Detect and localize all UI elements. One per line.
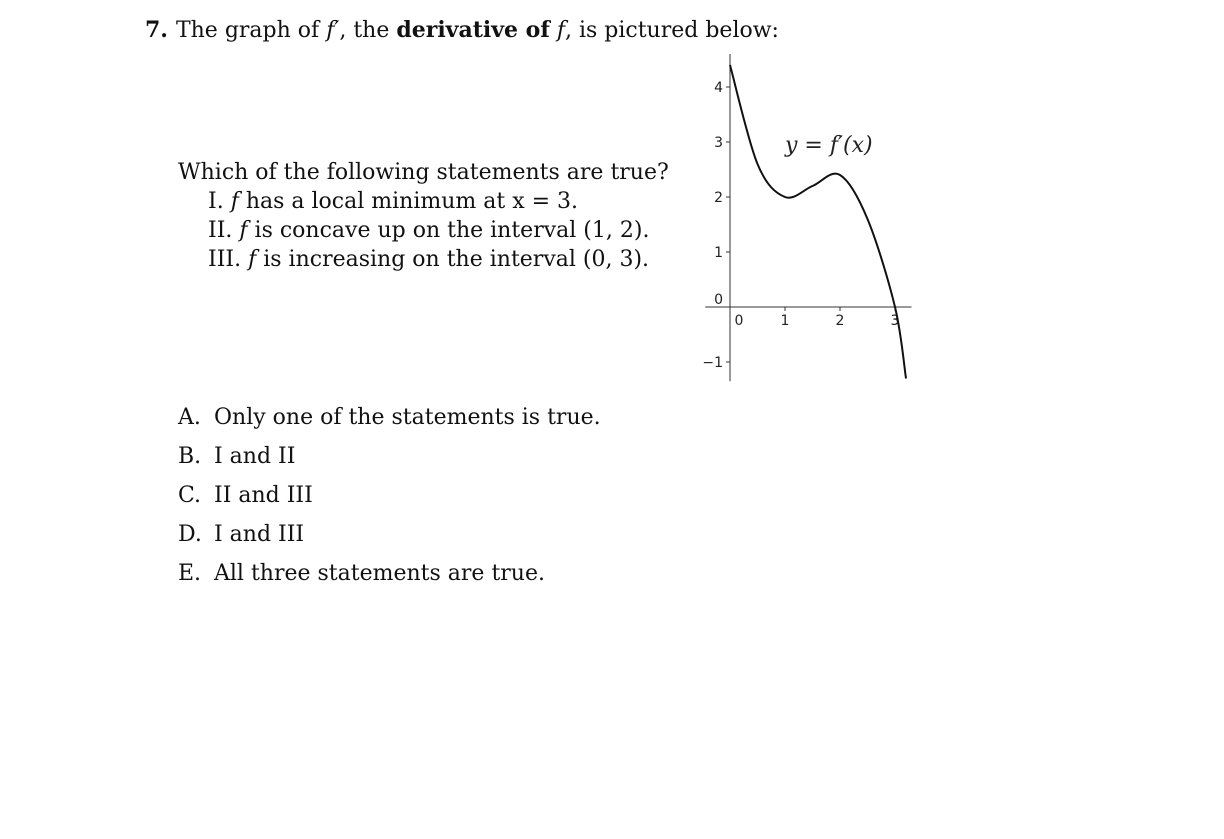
y-tick-label: 4 xyxy=(714,80,723,96)
statement-1 xyxy=(178,187,669,216)
question-text-comma: , the xyxy=(339,18,390,43)
graph-axes xyxy=(705,54,911,381)
fprime-symbol: f′ xyxy=(326,18,340,43)
choice-letter: B. xyxy=(178,444,202,469)
choice-text: Only one of the statements is true. xyxy=(214,405,601,430)
statement-text: has a local minimum at x = 3. xyxy=(245,189,579,214)
choice-text: I and III xyxy=(214,522,305,547)
x-tick-label: 1 xyxy=(780,313,790,329)
question-header xyxy=(145,17,779,43)
choice-letter: C. xyxy=(178,483,202,508)
answer-choices xyxy=(178,403,601,598)
statement-var: f xyxy=(230,189,239,214)
statements-prompt xyxy=(178,158,669,274)
y-tick-label: −1 xyxy=(702,355,723,371)
question-text-before: The graph of xyxy=(175,18,320,43)
derivative-phrase: derivative of xyxy=(396,17,550,43)
choice-c[interactable] xyxy=(178,481,601,520)
x-tick-label: 3 xyxy=(890,313,900,329)
statement-text: is increasing on the interval (0, 3). xyxy=(263,247,650,272)
statement-numeral: III. xyxy=(208,247,242,272)
statement-var: f xyxy=(239,218,248,243)
statement-var: f xyxy=(248,247,257,272)
choice-text: All three statements are true. xyxy=(214,561,545,586)
choice-e[interactable] xyxy=(178,559,601,598)
derivative-graph xyxy=(690,50,930,390)
choice-letter: E. xyxy=(178,561,202,586)
curve-label: y = f′(x) xyxy=(785,132,873,158)
choice-d[interactable] xyxy=(178,520,601,559)
x-tick-label: 0 xyxy=(734,313,744,329)
choice-text: II and III xyxy=(214,483,313,508)
derivative-curve xyxy=(730,65,906,379)
choice-text: I and II xyxy=(214,444,296,469)
choice-b[interactable] xyxy=(178,442,601,481)
y-tick-label: 0 xyxy=(714,292,723,308)
f-symbol: f xyxy=(556,18,565,43)
question-text-after: , is pictured below: xyxy=(564,18,779,43)
choice-letter: D. xyxy=(178,522,202,547)
choice-a[interactable] xyxy=(178,403,601,442)
question-number: 7. xyxy=(145,17,168,43)
statement-numeral: I. xyxy=(208,189,224,214)
statement-3 xyxy=(178,245,669,274)
statement-text: is concave up on the interval (1, 2). xyxy=(254,218,650,243)
prompt-heading: Which of the following statements are true? xyxy=(178,160,669,185)
statement-numeral: II. xyxy=(208,218,233,243)
y-tick-label: 2 xyxy=(714,190,723,206)
y-tick-label: 3 xyxy=(714,135,723,151)
y-tick-label: 1 xyxy=(714,245,723,261)
choice-letter: A. xyxy=(178,405,201,430)
statement-2 xyxy=(178,216,669,245)
x-tick-label: 2 xyxy=(835,313,845,329)
